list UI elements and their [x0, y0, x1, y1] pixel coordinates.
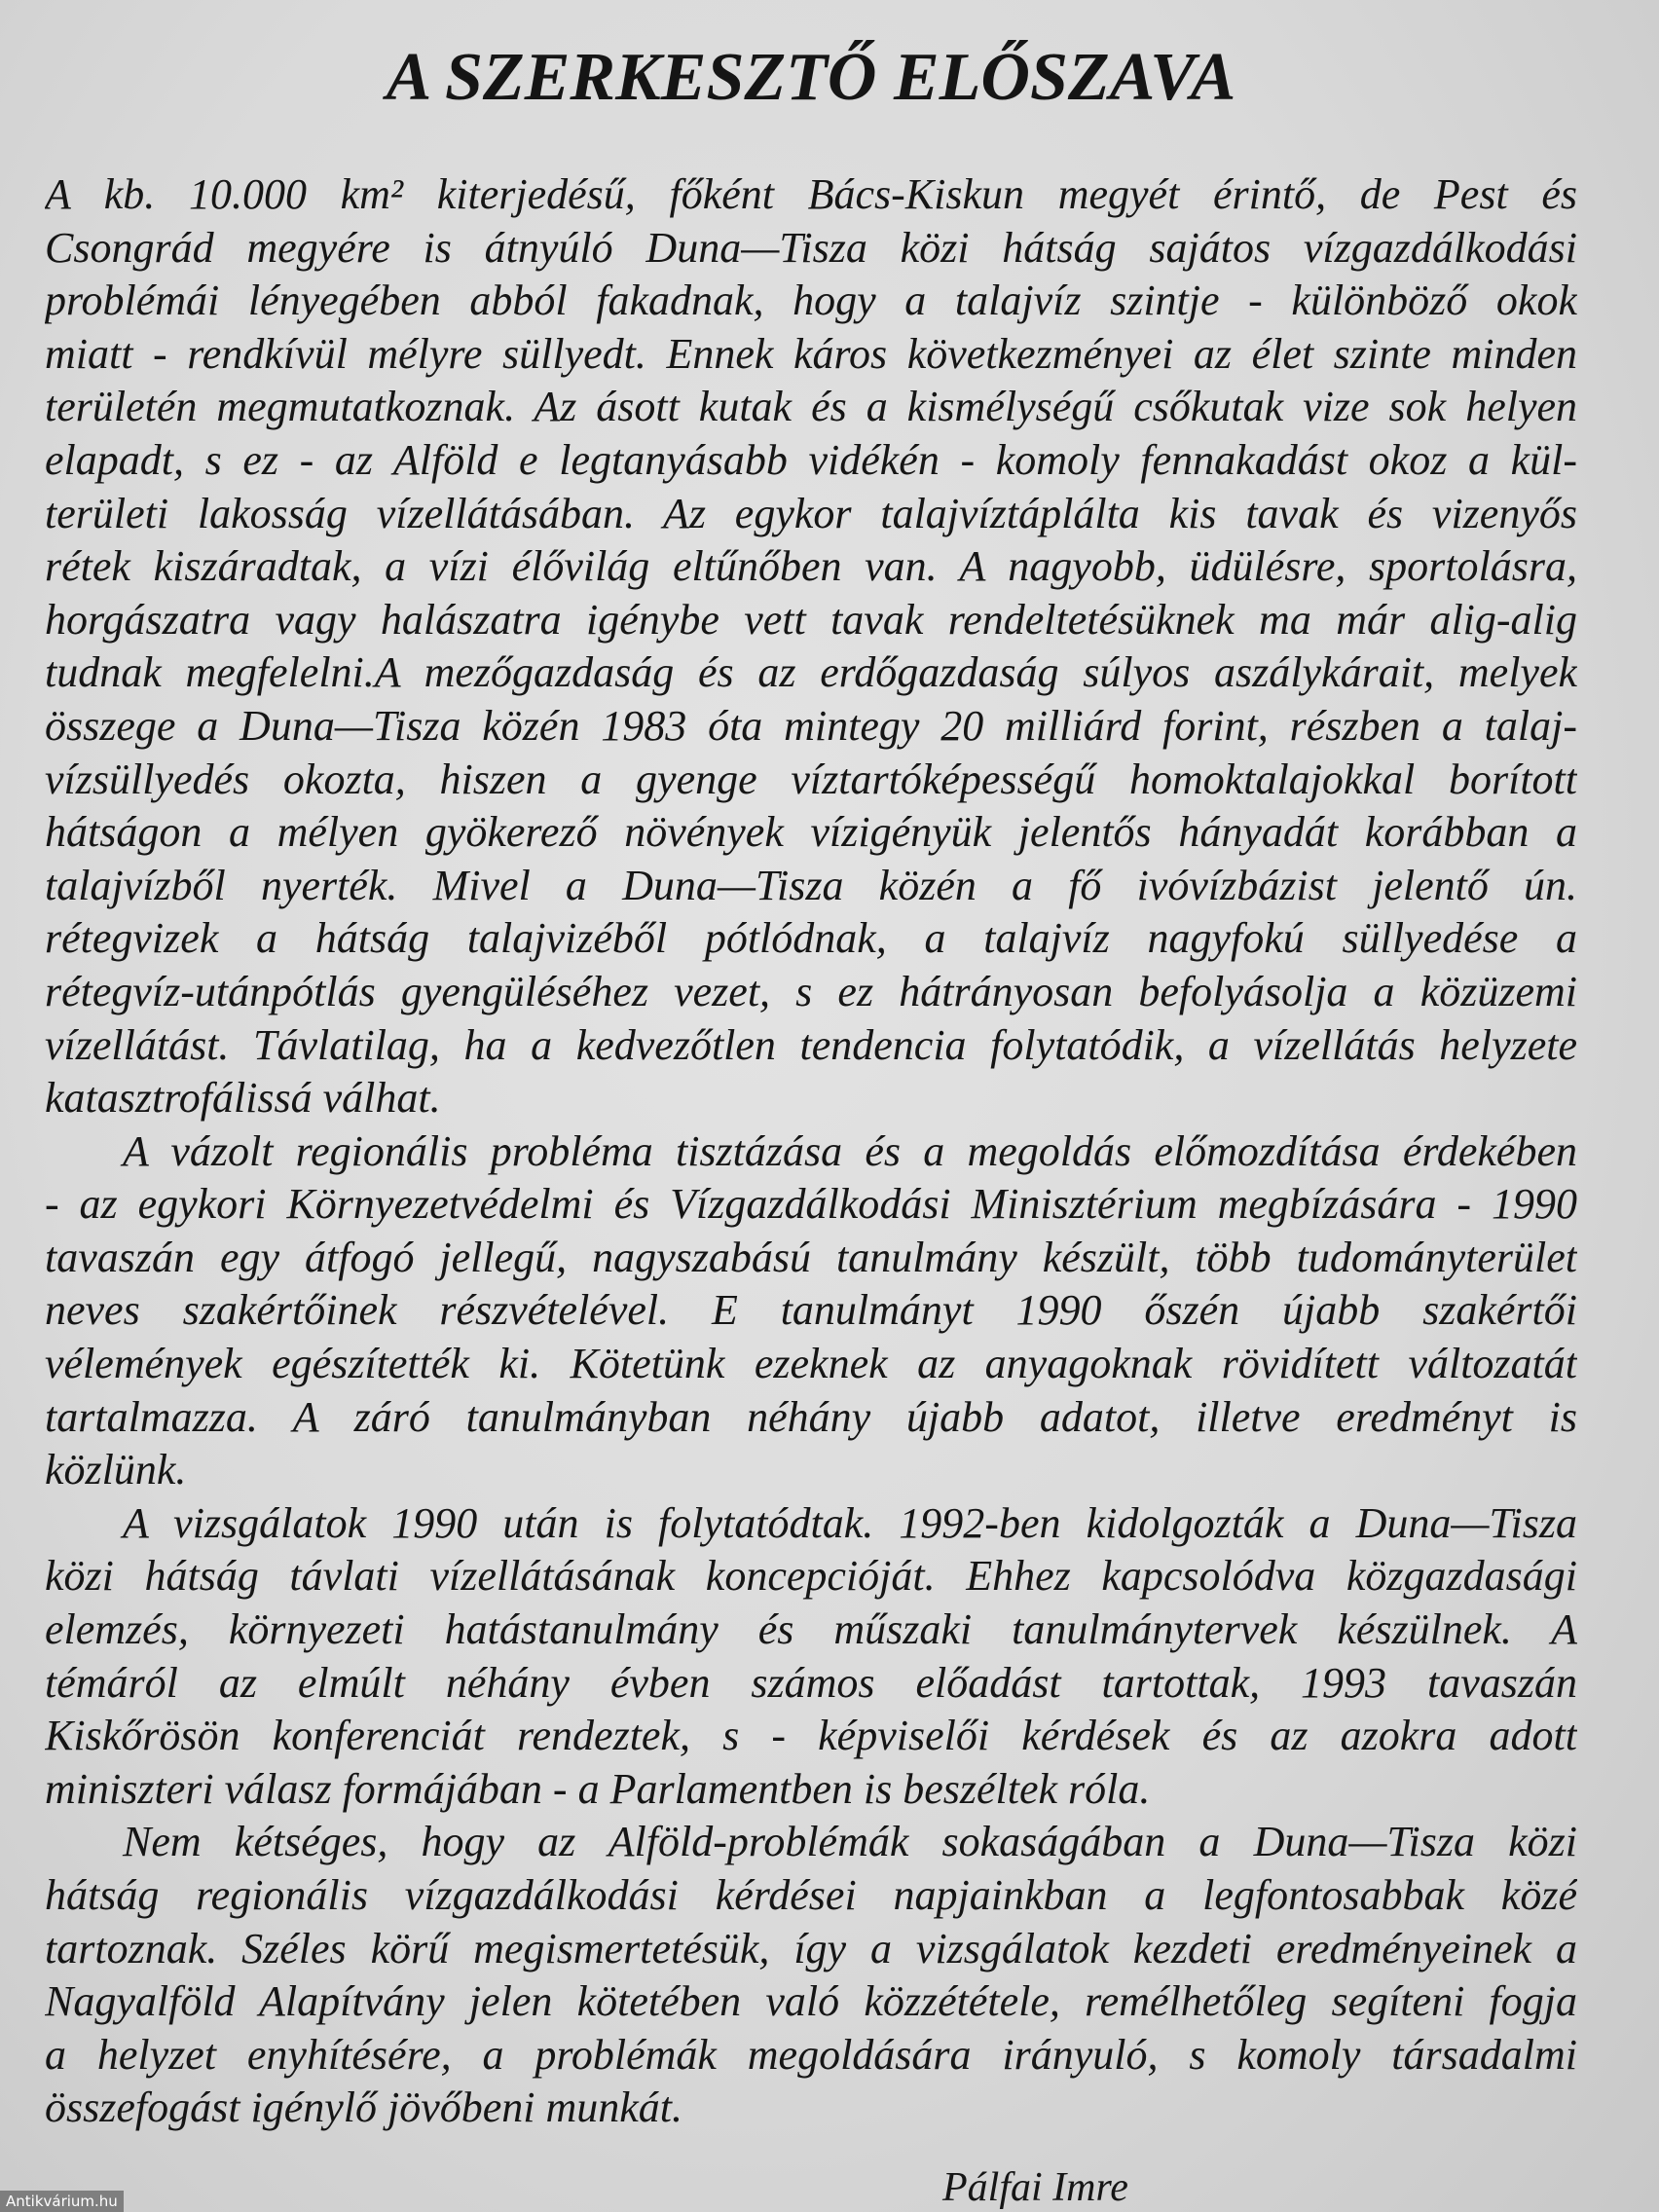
body-text-line: közi hátság távlati vízellátásának koncepcióját. Ehhez kapcsolódva közgazdasági: [45, 1552, 1577, 1601]
body-text-line: rétek kiszáradtak, a vízi élővilág eltűnőben van. A nagyobb, üdülésre, sportolásra,: [45, 542, 1577, 591]
body-text: [45, 168, 1577, 2135]
body-text-line: A vázolt regionális probléma tisztázása és a megoldás előmozdítása érdekében: [123, 1126, 1577, 1175]
body-text-line: Nem kétséges, hogy az Alföld-problémák sokaságában a Duna—Tisza közi: [123, 1818, 1577, 1866]
body-text-line: vélemények egészítették ki. Kötetünk ezeknek az anyagoknak rövidített változatát: [45, 1340, 1577, 1388]
body-text-line: miniszteri válasz formájában - a Parlamentben is beszéltek róla.: [45, 1764, 1151, 1813]
watermark-label: Antikvárium.hu: [0, 2191, 124, 2212]
body-text-line: területi lakosság vízellátásában. Az egykor talajvíztáplálta kis tavak és vizenyős: [45, 489, 1577, 537]
body-text-line: Nagyalföld Alapítvány jelen kötetében való közzététele, remélhetőleg segíteni fogja: [45, 1977, 1577, 2026]
paragraph: [45, 1816, 1577, 2135]
body-text-line: elapadt, s ez - az Alföld e legtanyásabb vidékén - komoly fennakadást okoz a kül-: [45, 435, 1577, 484]
body-text-line: horgászatra vagy halászatra igénybe vett tavak rendeltetésüknek ma már alig-alig: [45, 595, 1577, 644]
author-signature: Pálfai Imre: [942, 2165, 1128, 2210]
body-text-line: témáról az elmúlt néhány évben számos előadást tartottak, 1993 tavaszán: [45, 1658, 1577, 1707]
body-text-line: vízsüllyedés okozta, hiszen a gyenge víztartóképességű homoktalajokkal borított: [45, 755, 1577, 803]
body-text-line: Kiskőrösön konferenciát rendeztek, s - képviselői kérdések és az azokra adott: [45, 1712, 1577, 1760]
page-title: A SZERKESZTŐ ELŐSZAVA: [386, 40, 1236, 115]
body-text-line: tartalmazza. A záró tanulmányban néhány újabb adatot, illetve eredményt is: [45, 1392, 1577, 1441]
body-text-line: problémái lényegében abból fakadnak, hogy a talajvíz szintje - különböző okok: [45, 276, 1577, 325]
body-text-line: Csongrád megyére is átnyúló Duna—Tisza közi hátság sajátos vízgazdálkodási: [45, 223, 1577, 272]
body-text-line: területén megmutatkoznak. Az ásott kutak és a kismélységű csőkutak vize sok helyen: [45, 383, 1577, 431]
body-text-line: rétegvíz-utánpótlás gyengüléséhez vezet, s ez hátrányosan befolyásolja a közüzemi: [45, 967, 1577, 1015]
body-text-line: hátságon a mélyen gyökerező növények vízigényük jelentős hányadát korábban a: [45, 808, 1577, 857]
body-text-line: - az egykori Környezetvédelmi és Vízgazdálkodási Minisztérium megbízására - 1990: [45, 1180, 1577, 1229]
body-text-line: a helyzet enyhítésére, a problémák megoldására irányuló, s komoly társadalmi: [45, 2030, 1577, 2079]
paragraph: [45, 1125, 1577, 1497]
paragraph: [45, 1497, 1577, 1817]
body-text-line: vízellátást. Távlatilag, ha a kedvezőtlen tendencia folytatódik, a vízellátás helyzete: [45, 1020, 1577, 1069]
body-text-line: talajvízből nyerték. Mivel a Duna—Tisza közén a fő ivóvízbázist jelentő ún.: [45, 861, 1577, 909]
body-text-line: A kb. 10.000 km² kiterjedésű, főként Bács-Kiskun megyét érintő, de Pest és: [45, 170, 1577, 218]
body-text-line: tudnak megfelelni.A mezőgazdaság és az erdőgazdaság súlyos aszálykárait, melyek: [45, 648, 1577, 697]
body-text-line: A vizsgálatok 1990 után is folytatódtak. 1992-ben kidolgozták a Duna—Tisza: [123, 1498, 1577, 1547]
body-text-line: hátság regionális vízgazdálkodási kérdései napjainkban a legfontosabbak közé: [45, 1871, 1577, 1919]
body-text-line: tartoznak. Széles körű megismertetésük, így a vizsgálatok kezdeti eredményeinek a: [45, 1924, 1577, 1972]
body-text-line: elemzés, környezeti hatástanulmány és műszaki tanulmánytervek készülnek. A: [45, 1605, 1577, 1654]
body-text-line: rétegvizek a hátság talajvizéből pótlódnak, a talajvíz nagyfokú süllyedése a: [45, 914, 1577, 963]
paragraph: [45, 168, 1577, 1125]
body-text-line: összefogást igénylő jövőbeni munkát.: [45, 2083, 683, 2132]
body-text-line: neves szakértőinek részvételével. E tanulmányt 1990 őszén újabb szakértői: [45, 1286, 1577, 1335]
body-text-line: közlünk.: [45, 1446, 187, 1494]
body-text-line: tavaszán egy átfogó jellegű, nagyszabású tanulmány készült, több tudományterület: [45, 1233, 1577, 1281]
body-text-line: összege a Duna—Tisza közén 1983 óta mintegy 20 milliárd forint, részben a talaj-: [45, 701, 1577, 750]
body-text-line: miatt - rendkívül mélyre süllyedt. Ennek káros következményei az élet szinte minden: [45, 329, 1577, 378]
body-text-line: katasztrofálissá válhat.: [45, 1074, 441, 1123]
